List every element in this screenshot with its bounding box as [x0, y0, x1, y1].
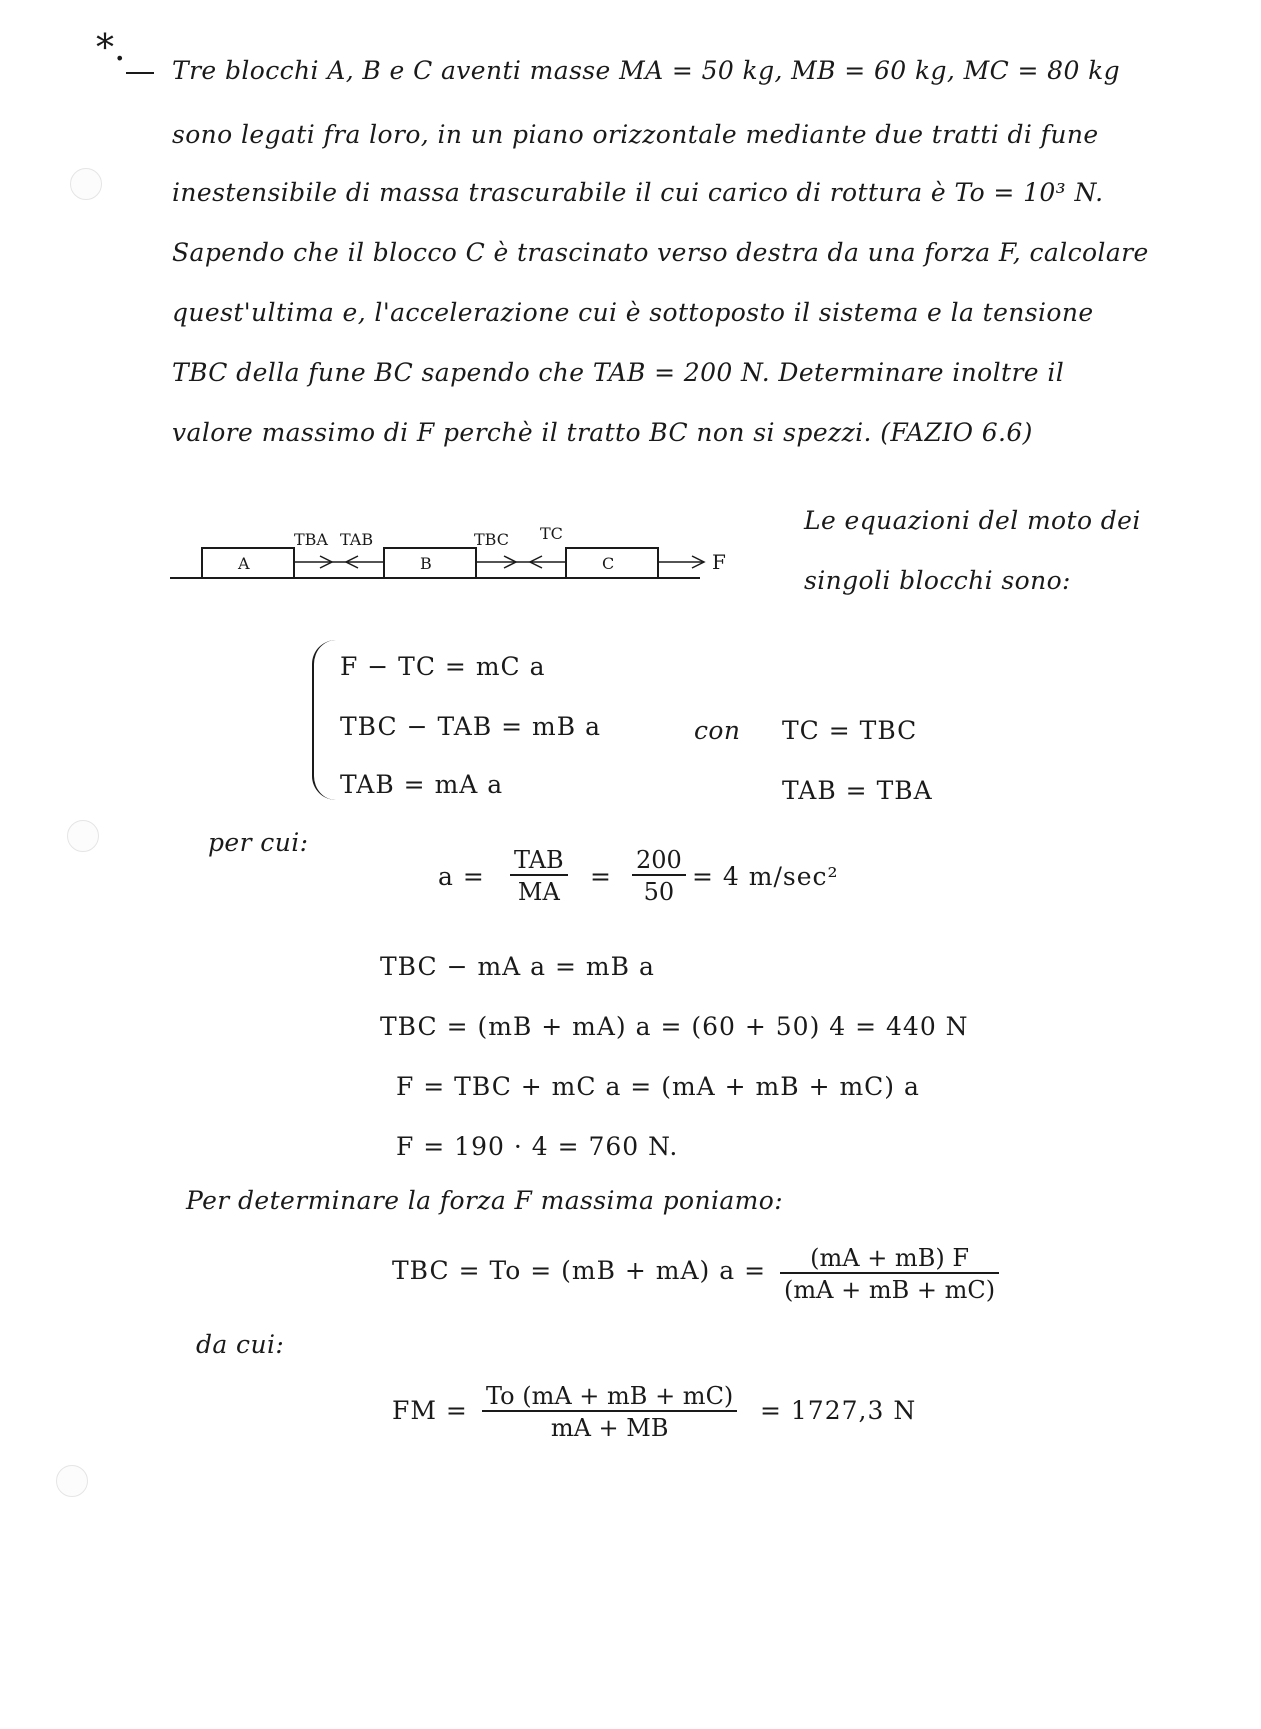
- max-eq-lhs: TBC = To = (mB + mA) a =: [392, 1256, 767, 1285]
- problem-line-7: valore massimo di F perchè il tratto BC non si spezzi. (FAZIO 6.6): [172, 418, 1033, 447]
- accel-den-1: MA: [517, 878, 560, 906]
- system-eq-1: F − TC = mC a: [340, 652, 546, 681]
- accel-num-2: 200: [632, 846, 686, 876]
- intro-line-2: singoli blocchi sono:: [804, 566, 1071, 595]
- system-eq-3: TAB = mA a: [340, 770, 504, 799]
- exercise-mark-dash: [126, 72, 154, 74]
- final-fraction: [482, 1382, 737, 1442]
- exercise-mark: *.: [96, 28, 126, 69]
- con-label: con: [694, 716, 741, 745]
- max-eq-fraction: [780, 1244, 999, 1304]
- label-block-c: C: [602, 554, 615, 573]
- label-block-a: A: [238, 554, 250, 573]
- accel-fraction-1: [510, 846, 568, 906]
- relation-2: TAB = TBA: [782, 776, 933, 805]
- label-tbc: TBC: [474, 530, 509, 549]
- accel-result: = 4 m/sec²: [692, 862, 839, 891]
- problem-line-1: Tre blocchi A, B e C aventi masse MA = 50 kg, MB = 60 kg, MC = 80 kg: [172, 56, 1121, 85]
- intro-line-1: Le equazioni del moto dei: [804, 506, 1141, 535]
- accel-fraction-2: [632, 846, 686, 906]
- problem-line-6: TBC della fune BC sapendo che TAB = 200 N. Determinare inoltre il: [172, 358, 1065, 387]
- da-cui-label: da cui:: [196, 1330, 285, 1359]
- problem-line-4: Sapendo che il blocco C è trascinato verso destra da una forza F, calcolare: [172, 238, 1149, 267]
- calc-line-3: F = TBC + mC a = (mA + mB + mC) a: [396, 1072, 920, 1101]
- final-lhs: FM =: [392, 1396, 468, 1425]
- accel-num-1: TAB: [510, 846, 568, 876]
- final-num: To (mA + mB + mC): [482, 1382, 737, 1412]
- final-result: = 1727,3 N: [760, 1396, 917, 1425]
- blocks-diagram: [170, 498, 750, 608]
- max-intro: Per determinare la forza F massima poniamo:: [186, 1186, 784, 1215]
- accel-den-2: 50: [643, 878, 675, 906]
- per-cui-label: per cui:: [208, 828, 309, 857]
- max-eq-num: (mA + mB) F: [780, 1244, 999, 1274]
- system-brace: [312, 640, 336, 800]
- problem-line-3: inestensibile di massa trascurabile il cui carico di rottura è To = 10³ N.: [172, 178, 1104, 207]
- label-tba: TBA: [294, 530, 328, 549]
- problem-line-5: quest'ultima e, l'accelerazione cui è sottoposto il sistema e la tensione: [172, 298, 1094, 327]
- calc-line-1: TBC − mA a = mB a: [380, 952, 655, 981]
- punch-hole-middle: [67, 820, 99, 852]
- punch-hole-top: [70, 168, 102, 200]
- label-block-b: B: [420, 554, 432, 573]
- label-force-f: F: [712, 550, 726, 574]
- accel-eq: =: [590, 862, 612, 891]
- relation-1: TC = TBC: [782, 716, 918, 745]
- calc-line-2: TBC = (mB + mA) a = (60 + 50) 4 = 440 N: [380, 1012, 969, 1041]
- punch-hole-bottom: [56, 1465, 88, 1497]
- calc-line-4: F = 190 · 4 = 760 N.: [396, 1132, 679, 1161]
- label-tc: TC: [540, 524, 563, 543]
- final-den: mA + MB: [550, 1414, 669, 1442]
- system-eq-2: TBC − TAB = mB a: [340, 712, 601, 741]
- max-eq-den: (mA + mB + mC): [784, 1276, 996, 1304]
- problem-line-2: sono legati fra loro, in un piano orizzontale mediante due tratti di fune: [172, 120, 1099, 149]
- label-tab: TAB: [340, 530, 374, 549]
- accel-lhs: a =: [438, 862, 485, 891]
